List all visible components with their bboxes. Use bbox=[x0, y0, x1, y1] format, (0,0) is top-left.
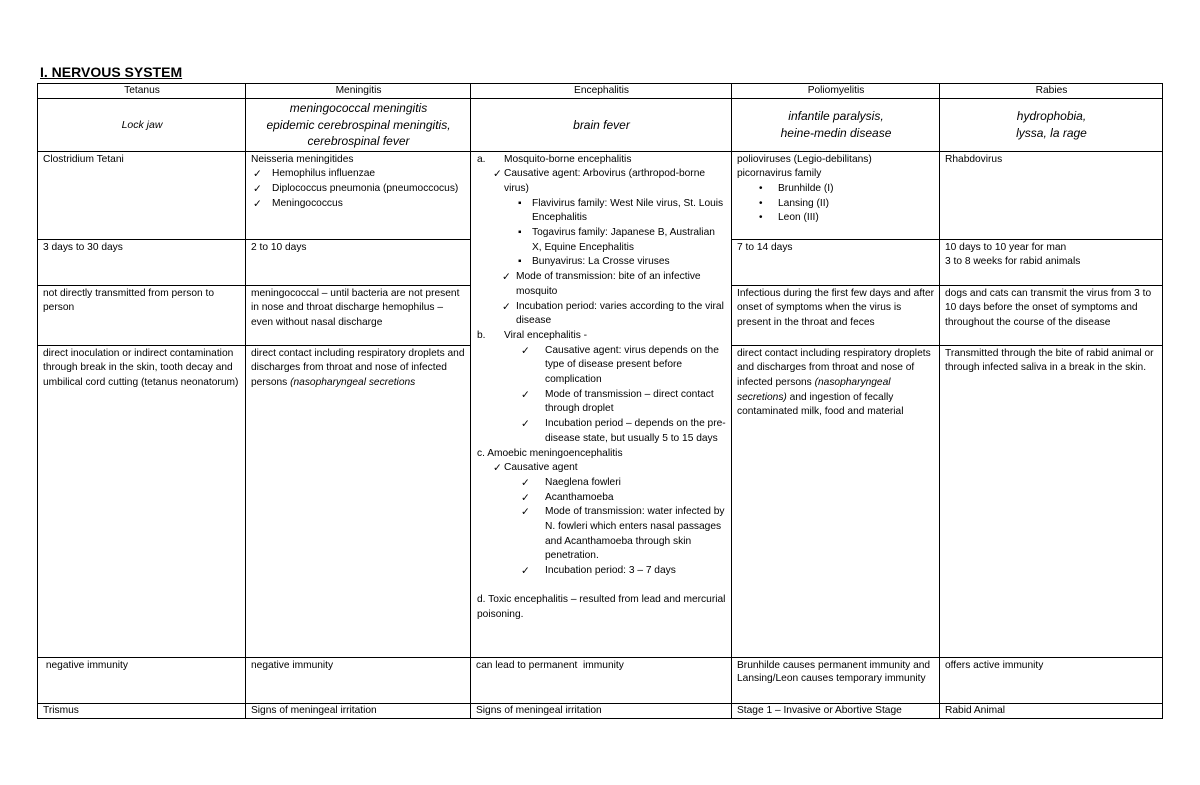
check-icon: ✓ bbox=[521, 344, 530, 357]
list-item bbox=[477, 476, 727, 491]
immunity-rabies: offers active immunity bbox=[940, 657, 1163, 703]
list-item-text: Meningococcus bbox=[272, 197, 343, 209]
incubation-rabies bbox=[940, 239, 1163, 285]
list-item bbox=[477, 491, 727, 506]
list-item-text: Hemophilus influenzae bbox=[272, 168, 376, 180]
transmission-meningitis bbox=[246, 345, 471, 657]
agent-tetanus: Clostridium Tetani bbox=[38, 151, 246, 239]
header-row bbox=[38, 84, 1163, 99]
enc-toxic: d. Toxic encephalitis – resulted from lead and mercurial poisoning. bbox=[477, 593, 726, 620]
check-icon: ✓ bbox=[521, 565, 530, 578]
header-poliomyelitis: Poliomyelitis bbox=[732, 84, 940, 99]
transmission-italic: (nasopharyngeal secretions bbox=[290, 376, 416, 388]
list-item bbox=[477, 226, 727, 255]
header-rabies: Rabies bbox=[940, 84, 1163, 99]
check-icon: ✓ bbox=[521, 476, 530, 489]
communicability-polio: Infectious during the first few days and after onset of symptoms when the virus is present in the throat and feces bbox=[732, 285, 940, 345]
list-item bbox=[477, 461, 727, 476]
list-item-text: Diplococcus pneumonia (pneumoccocus) bbox=[272, 182, 459, 194]
enc-section-b bbox=[477, 329, 727, 344]
agent-row bbox=[38, 151, 1163, 239]
incubation-line: 3 to 8 weeks for rabid animals bbox=[945, 256, 1081, 268]
transmission-text: and ingestion of fecally contaminated milk, food and material bbox=[737, 391, 904, 418]
agent-polio bbox=[732, 151, 940, 239]
check-icon: ✓ bbox=[253, 168, 262, 181]
list-item-text: Bunyavirus: La Crosse viruses bbox=[532, 256, 670, 268]
signs-encephalitis: Signs of meningeal irritation bbox=[471, 703, 732, 718]
signs-polio: Stage 1 – Invasive or Abortive Stage bbox=[732, 703, 940, 718]
header-tetanus: Tetanus bbox=[38, 84, 246, 99]
list-item bbox=[251, 167, 466, 182]
transmission-rabies: Transmitted through the bite of rabid animal or through infected saliva in a break in the skin. bbox=[940, 345, 1163, 657]
encephalitis-details bbox=[471, 151, 732, 657]
list-item-text: Lansing (II) bbox=[778, 197, 829, 209]
square-bullet-icon: ▪ bbox=[518, 197, 522, 209]
signs-tetanus: Trismus bbox=[38, 703, 246, 718]
bullet-icon: • bbox=[759, 182, 763, 194]
check-icon: ✓ bbox=[502, 271, 511, 284]
list-item bbox=[737, 182, 935, 197]
list-item-text: Brunhilde (I) bbox=[778, 182, 834, 194]
immunity-meningitis: negative immunity bbox=[246, 657, 471, 703]
agent-meningitis bbox=[246, 151, 471, 239]
synonym-rabies bbox=[940, 99, 1163, 152]
immunity-tetanus: negative immunity bbox=[38, 657, 246, 703]
synonym-meningitis bbox=[246, 99, 471, 152]
check-icon: ✓ bbox=[253, 182, 262, 195]
synonym-line: meningococcal meningitis bbox=[289, 101, 428, 115]
agent-rabies: Rhabdovirus bbox=[940, 151, 1163, 239]
enc-label: b. bbox=[477, 329, 486, 341]
check-icon: ✓ bbox=[253, 197, 262, 210]
list-item-text: Naeglena fowleri bbox=[545, 476, 621, 488]
list-item bbox=[737, 197, 935, 212]
enc-title: Mosquito-borne encephalitis bbox=[504, 153, 632, 165]
disease-table bbox=[37, 83, 1163, 719]
incubation-tetanus: 3 days to 30 days bbox=[38, 239, 246, 285]
immunity-polio: Brunhilde causes permanent immunity and Lansing/Leon causes temporary immunity bbox=[732, 657, 940, 703]
page-title: I. NERVOUS SYSTEM bbox=[40, 64, 183, 80]
square-bullet-icon: ▪ bbox=[518, 256, 522, 268]
synonyms-row bbox=[38, 99, 1163, 152]
list-item bbox=[251, 182, 466, 197]
list-item-text: Mode of transmission: water infected by N. fowleri which enters nasal passages and Acanthamoeba through skin penetration. bbox=[545, 506, 725, 562]
list-item bbox=[477, 255, 727, 270]
list-item-text: Leon (III) bbox=[778, 212, 819, 224]
synonym-line: brain fever bbox=[573, 117, 630, 132]
communicability-rabies: dogs and cats can transmit the virus from 3 to 10 days before the onset of symptoms and throughout the course of the disease bbox=[940, 285, 1163, 345]
check-icon: ✓ bbox=[502, 300, 511, 313]
list-item-text: Incubation period: varies according to the viral disease bbox=[516, 300, 724, 327]
synonym-line: lyssa, la rage bbox=[1016, 125, 1087, 140]
synonym-line: cerebrospinal fever bbox=[307, 134, 410, 148]
list-item-text: Mode of transmission – direct contact through droplet bbox=[545, 388, 714, 415]
header-encephalitis: Encephalitis bbox=[471, 84, 732, 99]
list-item-text: Causative agent: Arbovirus (arthropod-borne virus) bbox=[504, 168, 706, 194]
list-item bbox=[477, 344, 727, 388]
list-item-text: Incubation period: 3 – 7 days bbox=[545, 565, 676, 577]
signs-rabies: Rabid Animal bbox=[940, 703, 1163, 718]
synonym-line: Lock jaw bbox=[121, 118, 163, 131]
enc-label: a. bbox=[477, 153, 486, 165]
list-item bbox=[251, 197, 466, 212]
communicability-meningitis: meningococcal – until bacteria are not present in nose and throat discharge hemophilus – even without nasal discharge bbox=[246, 285, 471, 345]
check-icon: ✓ bbox=[521, 418, 530, 431]
transmission-tetanus: direct inoculation or indirect contamination through break in the skin, tooth decay and umbilical cord cutting (tetanus neonatorum) bbox=[38, 345, 246, 657]
list-item-text: Acanthamoeba bbox=[545, 491, 614, 503]
list-item bbox=[477, 564, 727, 579]
synonym-line: infantile paralysis, bbox=[788, 109, 884, 124]
list-item-text: Causative agent bbox=[504, 462, 578, 474]
list-item bbox=[477, 505, 727, 564]
transmission-italic: (nasopharyngeal secretions) bbox=[737, 376, 891, 403]
incubation-polio: 7 to 14 days bbox=[732, 239, 940, 285]
list-item-text: Incubation period – depends on the pre-disease state, but usually 5 to 15 days bbox=[545, 418, 726, 444]
synonym-encephalitis bbox=[471, 99, 732, 152]
synonym-polio bbox=[732, 99, 940, 152]
check-icon: ✓ bbox=[493, 168, 502, 181]
immunity-row bbox=[38, 657, 1163, 703]
immunity-encephalitis: can lead to permanent immunity bbox=[471, 657, 732, 703]
list-item bbox=[477, 197, 727, 226]
list-item bbox=[477, 167, 727, 196]
transmission-text: direct contact including respiratory droplets and discharges from throat and nose of infected persons bbox=[251, 347, 465, 388]
check-icon: ✓ bbox=[493, 462, 502, 475]
square-bullet-icon: ▪ bbox=[518, 227, 522, 239]
list-item-text: Causative agent: virus depends on the type of disease present before complication bbox=[545, 344, 719, 386]
incubation-meningitis: 2 to 10 days bbox=[246, 239, 471, 285]
enc-title: Viral encephalitis - bbox=[504, 329, 588, 341]
incubation-line: 10 days to 10 year for man bbox=[945, 241, 1067, 253]
list-item bbox=[477, 417, 727, 446]
list-item-text: Togavirus family: Japanese B, Australian X, Equine Encephalitis bbox=[532, 227, 715, 253]
transmission-text: direct contact including respiratory droplets and discharges from throat and nose of infected persons bbox=[737, 347, 931, 388]
agent-line: polioviruses (Legio-debilitans) bbox=[737, 153, 872, 165]
list-item bbox=[737, 211, 935, 226]
check-icon: ✓ bbox=[521, 388, 530, 401]
check-icon: ✓ bbox=[521, 506, 530, 519]
agent-main: Neisseria meningitides bbox=[251, 153, 354, 165]
list-item-text: Flavivirus family: West Nile virus, St. Louis Encephalitis bbox=[532, 197, 724, 224]
synonym-line: heine-medin disease bbox=[780, 125, 892, 140]
list-item bbox=[477, 270, 727, 299]
communicability-tetanus: not directly transmitted from person to person bbox=[38, 285, 246, 345]
enc-section-a bbox=[477, 153, 727, 168]
enc-title: c. Amoebic meningoencephalitis bbox=[477, 447, 623, 459]
list-item-text: Mode of transmission: bite of an infective mosquito bbox=[516, 271, 701, 297]
check-icon: ✓ bbox=[521, 491, 530, 504]
synonym-tetanus bbox=[38, 99, 246, 152]
signs-meningitis: Signs of meningeal irritation bbox=[246, 703, 471, 718]
header-meningitis: Meningitis bbox=[246, 84, 471, 99]
signs-row bbox=[38, 703, 1163, 718]
agent-line: picornavirus family bbox=[737, 168, 822, 180]
bullet-icon: • bbox=[759, 212, 763, 224]
synonym-line: epidemic cerebrospinal meningitis, bbox=[266, 117, 451, 132]
transmission-polio bbox=[732, 345, 940, 657]
bullet-icon: • bbox=[759, 197, 763, 209]
list-item bbox=[477, 300, 727, 329]
list-item bbox=[477, 388, 727, 417]
synonym-line: hydrophobia, bbox=[1016, 109, 1087, 124]
